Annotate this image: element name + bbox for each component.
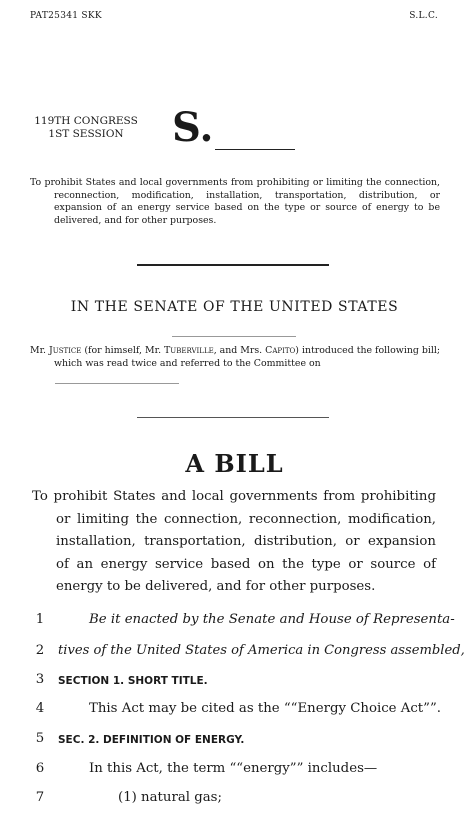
- definition-item: (1) natural gas;: [118, 790, 222, 805]
- long-purpose: To prohibit States and local governments from prohibiting or limiting the connection, reconnection, modification, installation, transportation, distribution, or expansion of an energy service based on the type or source of energy to be delivered, and for other purposes.: [32, 489, 436, 595]
- office-code: S.L.C.: [409, 11, 438, 21]
- section-heading: SEC. 2. DEFINITION OF ENERGY.: [58, 734, 245, 746]
- congress-session-block: [30, 115, 142, 141]
- line-number: 5: [35, 731, 45, 746]
- chamber-heading: IN THE SENATE OF THE UNITED STATES: [70, 299, 399, 315]
- cosponsor-name-2: Capito: [265, 345, 296, 356]
- section-heading: SECTION 1. SHORT TITLE.: [58, 675, 208, 687]
- committee-blank: [55, 383, 179, 384]
- session-number: 1ST SESSION: [48, 128, 124, 140]
- congress-number: 119TH CONGRESS: [34, 115, 138, 127]
- definition-text: In this Act, the term ““energy”” includes—: [89, 761, 378, 776]
- short-title-text: This Act may be cited as the ““Energy Choice Act””.: [89, 701, 441, 716]
- introduction-statement: [30, 344, 440, 370]
- line-number: 7: [35, 790, 45, 805]
- short-purpose-text: prohibit States and local governments from prohibiting or limiting the connection, reconnection, modification, installation, transportation, distribution, or expansion of an energy service based on the type or source of energy to be delivered, and for other purposes.: [44, 177, 440, 226]
- short-purpose: [30, 177, 440, 227]
- bill-divider: [137, 417, 329, 418]
- cosponsor-name-1: Tuberville: [164, 345, 214, 356]
- bill-prefix: S.: [172, 104, 214, 151]
- line-number: 3: [35, 672, 45, 687]
- chamber-divider: [172, 336, 296, 337]
- enacting-clause-cont: tives of the United States of America in Congress assembled,: [58, 643, 465, 658]
- bill-heading: A BILL: [185, 449, 284, 478]
- bill-number-blank: [215, 149, 295, 150]
- sponsor-name: Justice: [49, 345, 82, 356]
- intro-text-3: ) introduced the following bill; which was read twice and referred to the Committee on: [54, 345, 441, 369]
- enacting-clause: Be it enacted by the Senate and House of Representa-: [89, 612, 455, 627]
- short-purpose-lead: To: [30, 177, 42, 188]
- intro-text-2: , and Mrs.: [213, 345, 266, 356]
- title-divider: [137, 264, 329, 266]
- sponsor-prefix: Mr.: [30, 345, 47, 356]
- document-id: PAT25341 SKK: [30, 11, 102, 21]
- intro-text-1: (for himself, Mr.: [81, 345, 165, 356]
- line-number: 2: [35, 643, 45, 658]
- line-number: 6: [35, 761, 45, 776]
- line-number: 1: [35, 612, 45, 627]
- line-number: 4: [35, 701, 45, 716]
